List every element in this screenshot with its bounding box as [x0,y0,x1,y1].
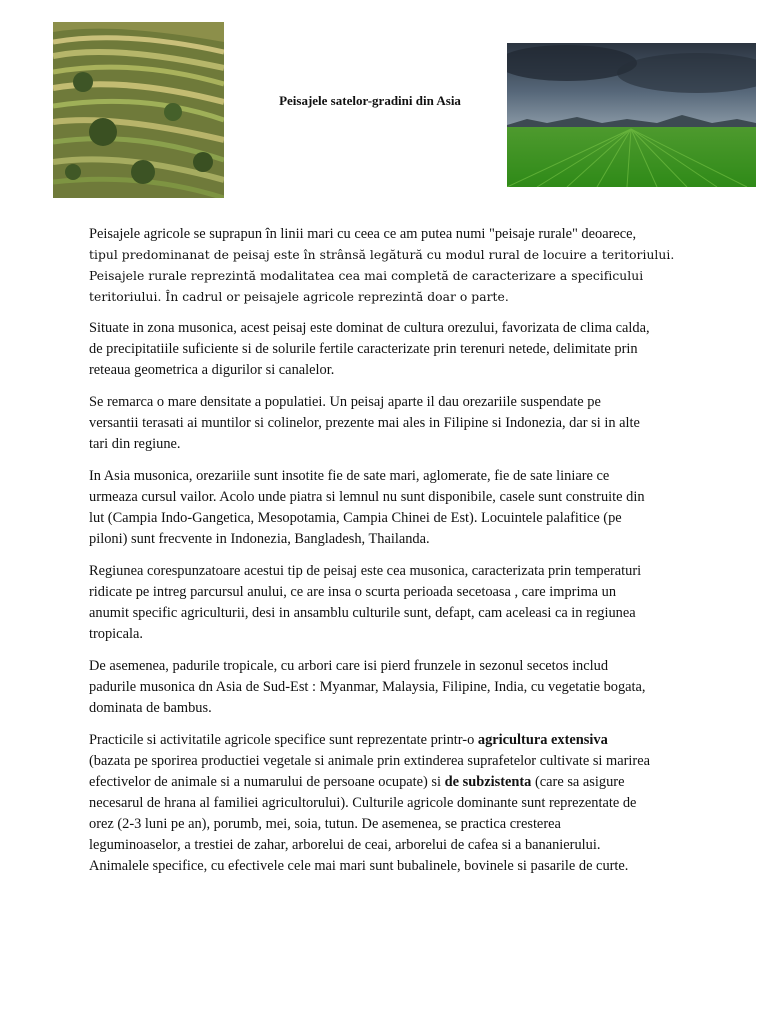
text-line: teritoriului. În cadrul or peisajele agricole reprezintă doar o parte. [89,290,509,304]
text-line: dominata de bambus. [89,700,212,716]
paragraph-7 [89,730,689,877]
paragraph-3 [89,392,689,455]
text-line: reteaua geometrica a digurilor si canalelor. [89,362,335,378]
article-body [89,224,689,888]
text-line [89,730,689,751]
text-line: leguminoaselor, a trestiei de zahar, arborelui de ceai, arborelui de cafea si a bananierului. [89,837,601,853]
text-line: padurile musonica dn Asia de Sud-Est : Myanmar, Malaysia, Filipine, India, cu vegetatie bogata, [89,679,646,695]
paragraph-6 [89,656,689,719]
terraced-rice-fields-image [53,22,224,198]
text-line: tari din regiune. [89,436,181,452]
text-line [89,772,689,793]
bold-term-de-subzistenta: de subzistenta [444,774,532,790]
text-line: Se remarca o mare densitate a populatiei. Un peisaj aparte il dau orezariile suspendate pe [89,394,601,410]
text-line: Situate in zona musonica, acest peisaj este dominat de cultura orezului, favorizata de clima calda, [89,320,650,336]
text-line: tipul predominanat de peisaj este în strânsă legătură cu modul rural de locuire a teritoriului. [89,248,675,262]
text-line: In Asia musonica, orezariile sunt insotite fie de sate mari, aglomerate, fie de sate liniare ce [89,468,610,484]
paragraph-4 [89,466,689,550]
text-line: lut (Campia Indo-Gangetica, Mesopotamia, Campia Chinei de Est). Locuintele palafitice (pe [89,510,622,526]
text-line: Animalele specifice, cu efectivele cele mai mari sunt bubalinele, bovinele si pasarile de curte. [89,858,629,874]
text-line: versantii terasati ai muntilor si colinelor, prezente mai ales in Filipine si Indonezia, dar si in alte [89,415,640,431]
text-line: anumit specific agriculturii, desi in ansamblu culturile sunt, defapt, cam aceleasi ca in regiunea [89,605,636,621]
text-line: piloni) sunt frecvente in Indonezia, Bangladesh, Thailanda. [89,531,430,547]
paragraph-5 [89,561,689,645]
text-run: Practicile si activitatile agricole specifice sunt reprezentate printr-o [89,732,478,748]
text-line: Regiunea corespunzatoare acestui tip de peisaj este cea musonica, caracterizata prin temperaturi [89,563,642,579]
text-line: Peisajele rurale reprezintă modalitatea cea mai completă de caracterizare a specificului [89,269,644,283]
text-run: efectivelor de animale si a numarului de persoane ocupate) si [89,774,445,790]
paragraph-1 [89,224,689,308]
text-line: necesarul de hrana al familiei agricultorului). Culturile agricole dominante sunt reprezentate de [89,795,637,811]
text-line: (bazata pe sporirea productiei vegetale si animale prin extinderea suprafetelor cultivate si marirea [89,753,650,769]
text-run: (care sa asigure [531,774,625,790]
text-line: Peisajele agricole se suprapun în linii mari cu ceea ce am putea numi "peisaje rurale" deoarece, [89,226,637,242]
rice-field-stormy-sky-image [507,43,756,187]
text-line: urmeaza cursul vailor. Acolo unde piatra si lemnul nu sunt disponibile, casele sunt construite din [89,489,645,505]
page-title: Peisajele satelor-gradini din Asia [279,93,461,108]
text-line: tropicala. [89,626,143,642]
text-line: de precipitatiile suficiente si de solurile fertile caracterizate prin terenuri netede, delimitate prin [89,341,638,357]
text-line: orez (2-3 luni pe an), porumb, mei, soia, tutun. De asemenea, se practica cresterea [89,816,561,832]
text-line: ridicate pe intreg parcursul anului, ce are insa o scurta perioada secetoasa , care imprima un [89,584,617,600]
paragraph-2 [89,318,689,381]
text-line: De asemenea, padurile tropicale, cu arbori care isi pierd frunzele in sezonul secetos includ [89,658,609,674]
bold-term-agricultura-extensiva: agricultura extensiva [477,732,608,748]
